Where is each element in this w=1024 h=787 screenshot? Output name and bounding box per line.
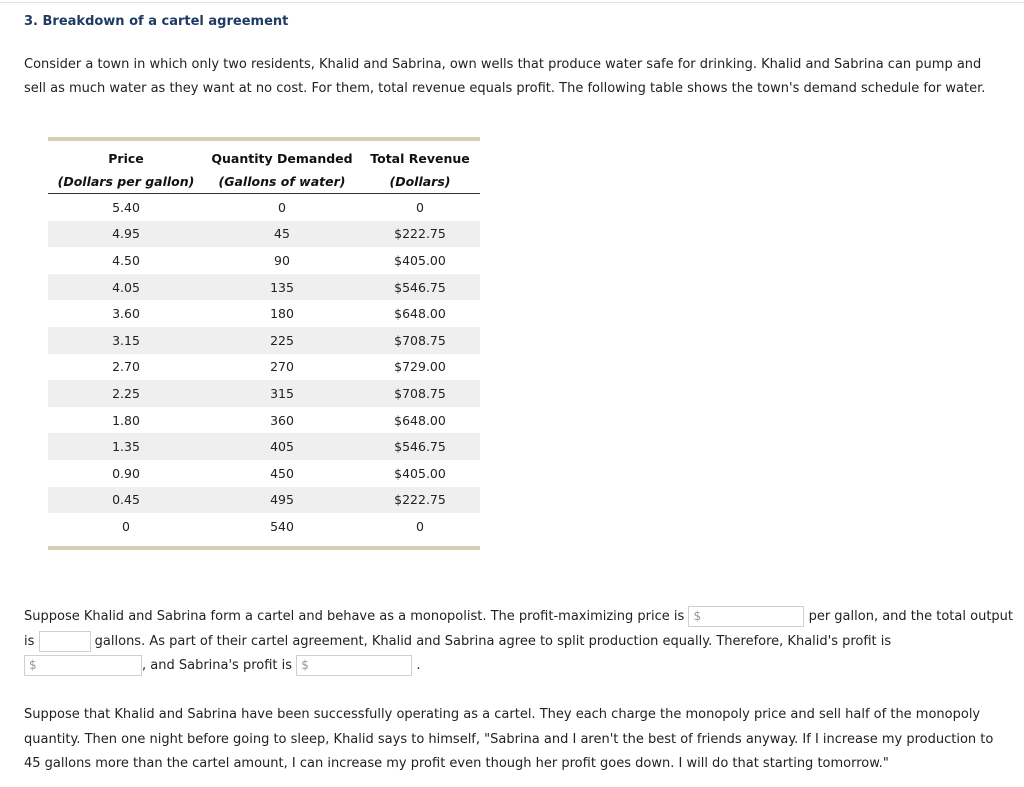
total-output-input[interactable] <box>39 631 91 652</box>
quantity-cell: 360 <box>270 412 294 428</box>
quantity-cell: 225 <box>204 327 360 354</box>
revenue-cell: 0 <box>416 199 424 215</box>
table-row <box>48 354 480 381</box>
question-text: gallons. As part of their cartel agreement, Khalid and Sabrina agree to split production equally. Therefore, Khalid's profit is <box>94 633 892 649</box>
question-text: , and Sabrina's profit is <box>142 658 293 673</box>
price-cell: 3.60 <box>112 306 140 322</box>
header-price-units: (Dollars per gallon) <box>48 169 204 194</box>
price-cell: 4.50 <box>112 252 140 268</box>
revenue-cell: $405.00 <box>394 465 446 481</box>
table-row <box>48 487 480 514</box>
question-paragraph <box>24 605 1014 679</box>
header-quantity-units: (Gallons of water) <box>204 169 360 194</box>
header-quantity: Quantity Demanded <box>211 150 353 166</box>
revenue-cell: $222.75 <box>360 487 480 514</box>
quantity-cell: 315 <box>204 380 360 407</box>
quantity-cell: 45 <box>204 221 360 248</box>
revenue-cell: $546.75 <box>360 274 480 301</box>
table-row <box>48 274 480 301</box>
price-cell: 0.45 <box>48 487 204 514</box>
quantity-cell: 450 <box>270 465 294 481</box>
revenue-cell: 0 <box>416 518 424 534</box>
question-text: Suppose Khalid and Sabrina form a cartel and behave as a monopolist. The profit-maximizing price is <box>24 609 685 624</box>
price-cell: 4.95 <box>48 221 204 248</box>
top-divider <box>0 2 1024 3</box>
header-price: Price <box>108 150 144 166</box>
price-cell: 4.05 <box>48 274 204 301</box>
table-row <box>48 247 480 274</box>
question-text: . <box>416 658 421 673</box>
question-text: per gallon, and the total output is <box>24 609 1013 649</box>
demand-schedule-table <box>48 137 480 550</box>
header-revenue: Total Revenue <box>370 150 470 166</box>
table-bottom-bar <box>48 546 480 550</box>
quantity-cell: 270 <box>270 359 294 375</box>
quantity-cell: 495 <box>204 487 360 514</box>
revenue-cell: $405.00 <box>394 252 446 268</box>
price-input[interactable] <box>688 606 804 627</box>
price-cell: 3.15 <box>48 327 204 354</box>
khalid-profit-input[interactable] <box>24 655 142 676</box>
price-cell: 1.35 <box>48 433 204 460</box>
sabrina-profit-input[interactable] <box>296 655 412 676</box>
price-cell: 2.70 <box>112 359 140 375</box>
table-row <box>48 300 480 327</box>
header-revenue-units: (Dollars) <box>360 169 480 194</box>
table-row <box>48 460 480 487</box>
quantity-cell: 90 <box>274 252 290 268</box>
table-row <box>48 221 480 248</box>
table-row <box>48 380 480 407</box>
question-title: 3. Breakdown of a cartel agreement <box>24 14 289 29</box>
revenue-cell: $648.00 <box>394 412 446 428</box>
table-row <box>48 194 480 221</box>
price-cell: 2.25 <box>48 380 204 407</box>
revenue-cell: $222.75 <box>360 221 480 248</box>
revenue-cell: $546.75 <box>360 433 480 460</box>
table-row <box>48 433 480 460</box>
price-cell: 5.40 <box>112 199 140 215</box>
quantity-cell: 180 <box>270 306 294 322</box>
price-cell: 1.80 <box>112 412 140 428</box>
price-cell: 0.90 <box>112 465 140 481</box>
table-row <box>48 513 480 540</box>
revenue-cell: $648.00 <box>394 306 446 322</box>
quantity-cell: 135 <box>204 274 360 301</box>
price-cell: 0 <box>122 518 130 534</box>
scenario-paragraph: Suppose that Khalid and Sabrina have been successfully operating as a cartel. They each charge the monopoly price and sell half of the monopoly quantity. Then one night before going to sleep, Khalid says to himself, "Sabrina and I aren't the best of friends anyway. If I increase my production to 45 gallons more than the cartel amount, I can increase my profit even though her profit goes down. I will do that starting tomorrow." <box>24 707 994 771</box>
table-row <box>48 327 480 354</box>
quantity-cell: 405 <box>204 433 360 460</box>
quantity-cell: 0 <box>278 199 286 215</box>
revenue-cell: $708.75 <box>360 327 480 354</box>
revenue-cell: $708.75 <box>360 380 480 407</box>
quantity-cell: 540 <box>270 518 294 534</box>
table-row <box>48 407 480 434</box>
intro-paragraph: Consider a town in which only two residents, Khalid and Sabrina, own wells that produce water safe for drinking. Khalid and Sabrina can pump and sell as much water as they want at no cost. For them, total revenue equals profit. The following table shows the town's demand schedule for water. <box>24 57 986 96</box>
revenue-cell: $729.00 <box>394 359 446 375</box>
